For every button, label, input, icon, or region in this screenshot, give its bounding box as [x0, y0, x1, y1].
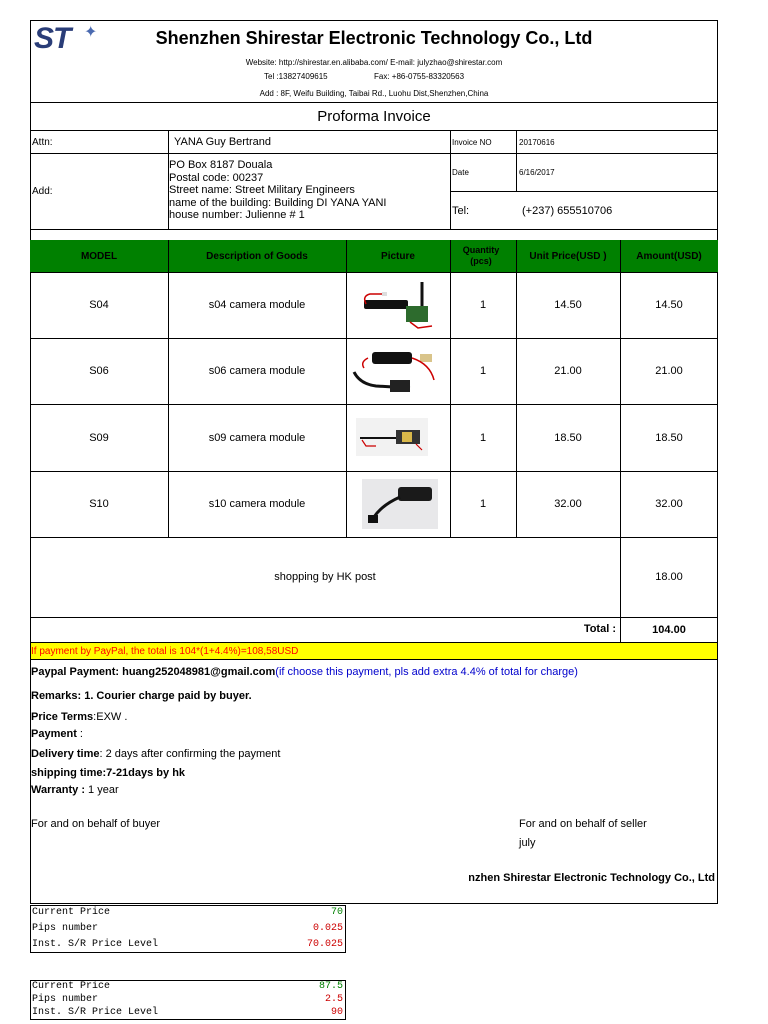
col-model: MODEL — [80, 250, 118, 262]
tel-label: Tel: — [452, 204, 470, 217]
pt1-row-2-label: Pips number — [32, 923, 99, 934]
invoice-no-label: Invoice NO — [452, 137, 492, 147]
address-line-2: Postal code: 00237 — [169, 171, 264, 184]
address-block — [169, 159, 386, 222]
price-table-1 — [30, 905, 346, 953]
attn-label: Attn: — [32, 136, 53, 148]
date-label: Date — [452, 168, 469, 177]
pt2-row-3-value: 90 — [330, 1007, 343, 1018]
pt2-row-2-label: Pips number — [32, 994, 99, 1005]
row-1-amount: 14.50 — [655, 299, 683, 311]
row-4-unit-price: 32.00 — [554, 498, 582, 510]
delivery-label: Delivery time — [31, 748, 100, 760]
col-picture: Picture — [381, 250, 415, 262]
delivery-time — [31, 748, 280, 760]
row-2-product-image — [350, 344, 446, 398]
row-3-unit-price: 18.50 — [554, 431, 582, 444]
row-2-description: s06 camera module — [208, 365, 306, 377]
total-label: Total : — [583, 623, 616, 635]
row-3-description: s09 camera module — [208, 431, 306, 444]
pt2-row-3-label: Inst. S/R Price Level — [32, 1007, 159, 1018]
total-value: 104.00 — [652, 623, 686, 636]
row-2-qty: 1 — [479, 365, 487, 377]
delivery-value: : 2 days after confirming the payment — [99, 748, 281, 760]
row-2-unit-price: 21.00 — [554, 365, 582, 377]
pt2-row-1-label: Current Price — [32, 981, 111, 992]
fax-line: Fax: +86-0755-83320563 — [374, 72, 465, 81]
address-line-5: house number: Julienne # 1 — [169, 209, 305, 221]
seller-name: july — [519, 837, 536, 849]
page-title: Proforma Invoice — [317, 107, 431, 125]
row-1-qty: 1 — [479, 299, 487, 311]
attn-value: YANA Guy Bertrand — [174, 136, 272, 148]
col-amount: Amount(USD) — [636, 250, 702, 262]
row-1-product-image — [360, 278, 436, 330]
row-2-amount: 21.00 — [655, 365, 683, 377]
pt1-row-3-value: 70.025 — [306, 939, 343, 950]
payment-label: Payment — [31, 728, 77, 740]
seller-company: nzhen Shirestar Electronic Technology Co., Ltd — [468, 872, 715, 884]
address-line-3: Street name: Street Military Engineers — [169, 184, 355, 196]
pt1-row-1-value: 70 — [330, 907, 343, 918]
row-1-unit-price: 14.50 — [554, 299, 582, 311]
warranty-label: Warranty : — [31, 784, 85, 796]
paypal-payment-note: (if choose this payment, pls add extra 4.4% of total for charge) — [275, 666, 578, 678]
row-4-qty: 1 — [479, 498, 487, 510]
row-3-model: S09 — [89, 431, 109, 444]
address-line-4: name of the building: Building DI YANA YANI — [169, 196, 387, 209]
paypal-note: If payment by PayPal, the total is 104*(1+4.4%)=108,58USD — [31, 643, 717, 659]
warranty — [31, 784, 119, 796]
shipping-amount: 18.00 — [655, 571, 683, 583]
price-table-2 — [30, 980, 346, 1020]
row-4-product-image — [362, 479, 438, 529]
shipping-label: shopping by HK post — [274, 571, 376, 583]
website-line: Website: http://shirestar.en.alibaba.com/ E-mail: julyzhao@shirestar.com — [245, 57, 503, 67]
pt1-row-1-label: Current Price — [32, 907, 111, 918]
logo-text: ST — [34, 22, 71, 55]
price-terms-value: :EXW . — [93, 711, 128, 723]
price-terms — [31, 711, 127, 723]
col-quantity: Quantity (pcs) — [462, 245, 500, 266]
row-3-product-image — [356, 418, 428, 456]
col-unit-price: Unit Price(USD ) — [529, 250, 607, 262]
paypal-payment — [31, 666, 578, 678]
shipping-time: shipping time:7-21days by hk — [31, 767, 186, 779]
pt1-row-3-label: Inst. S/R Price Level — [32, 939, 159, 950]
col-description: Description of Goods — [206, 250, 308, 262]
row-4-amount: 32.00 — [655, 498, 683, 510]
address-line: Add : 8F, Weifu Building, Taibai Rd., Luohu Dist,Shenzhen,China — [259, 88, 489, 98]
remarks: Remarks: 1. Courier charge paid by buyer. — [31, 690, 252, 702]
row-3-qty: 1 — [479, 431, 487, 444]
payment-value: : — [76, 728, 83, 740]
date-value: 6/16/2017 — [519, 168, 555, 177]
row-4-description: s10 camera module — [208, 498, 306, 510]
pt2-row-1-value: 87.5 — [318, 981, 343, 992]
seller-signature: For and on behalf of seller — [519, 818, 647, 830]
add-label: Add: — [32, 186, 53, 197]
warranty-value: 1 year — [85, 784, 119, 796]
row-4-model: S10 — [89, 498, 109, 510]
tel-line: Tel :13827409615 — [264, 72, 328, 81]
tel-value: (+237) 655510706 — [522, 204, 613, 217]
row-1-model: S04 — [89, 299, 109, 311]
invoice-no-value: 20170616 — [519, 137, 555, 147]
pt1-row-2-value: 0.025 — [312, 923, 343, 934]
row-3-amount: 18.50 — [655, 431, 683, 444]
paypal-payment-bold: Paypal Payment: huang252048981@gmail.com — [31, 666, 276, 678]
pt2-row-2-value: 2.5 — [324, 994, 343, 1005]
address-line-1: PO Box 8187 Douala — [169, 159, 273, 171]
payment — [31, 728, 83, 740]
company-name: Shenzhen Shirestar Electronic Technology Co., Ltd — [155, 27, 593, 48]
price-terms-label: Price Terms — [31, 711, 94, 723]
row-1-description: s04 camera module — [208, 299, 306, 311]
row-2-model: S06 — [89, 365, 109, 377]
sparkle-icon: ✦ — [84, 24, 98, 41]
buyer-signature: For and on behalf of buyer — [31, 818, 161, 830]
